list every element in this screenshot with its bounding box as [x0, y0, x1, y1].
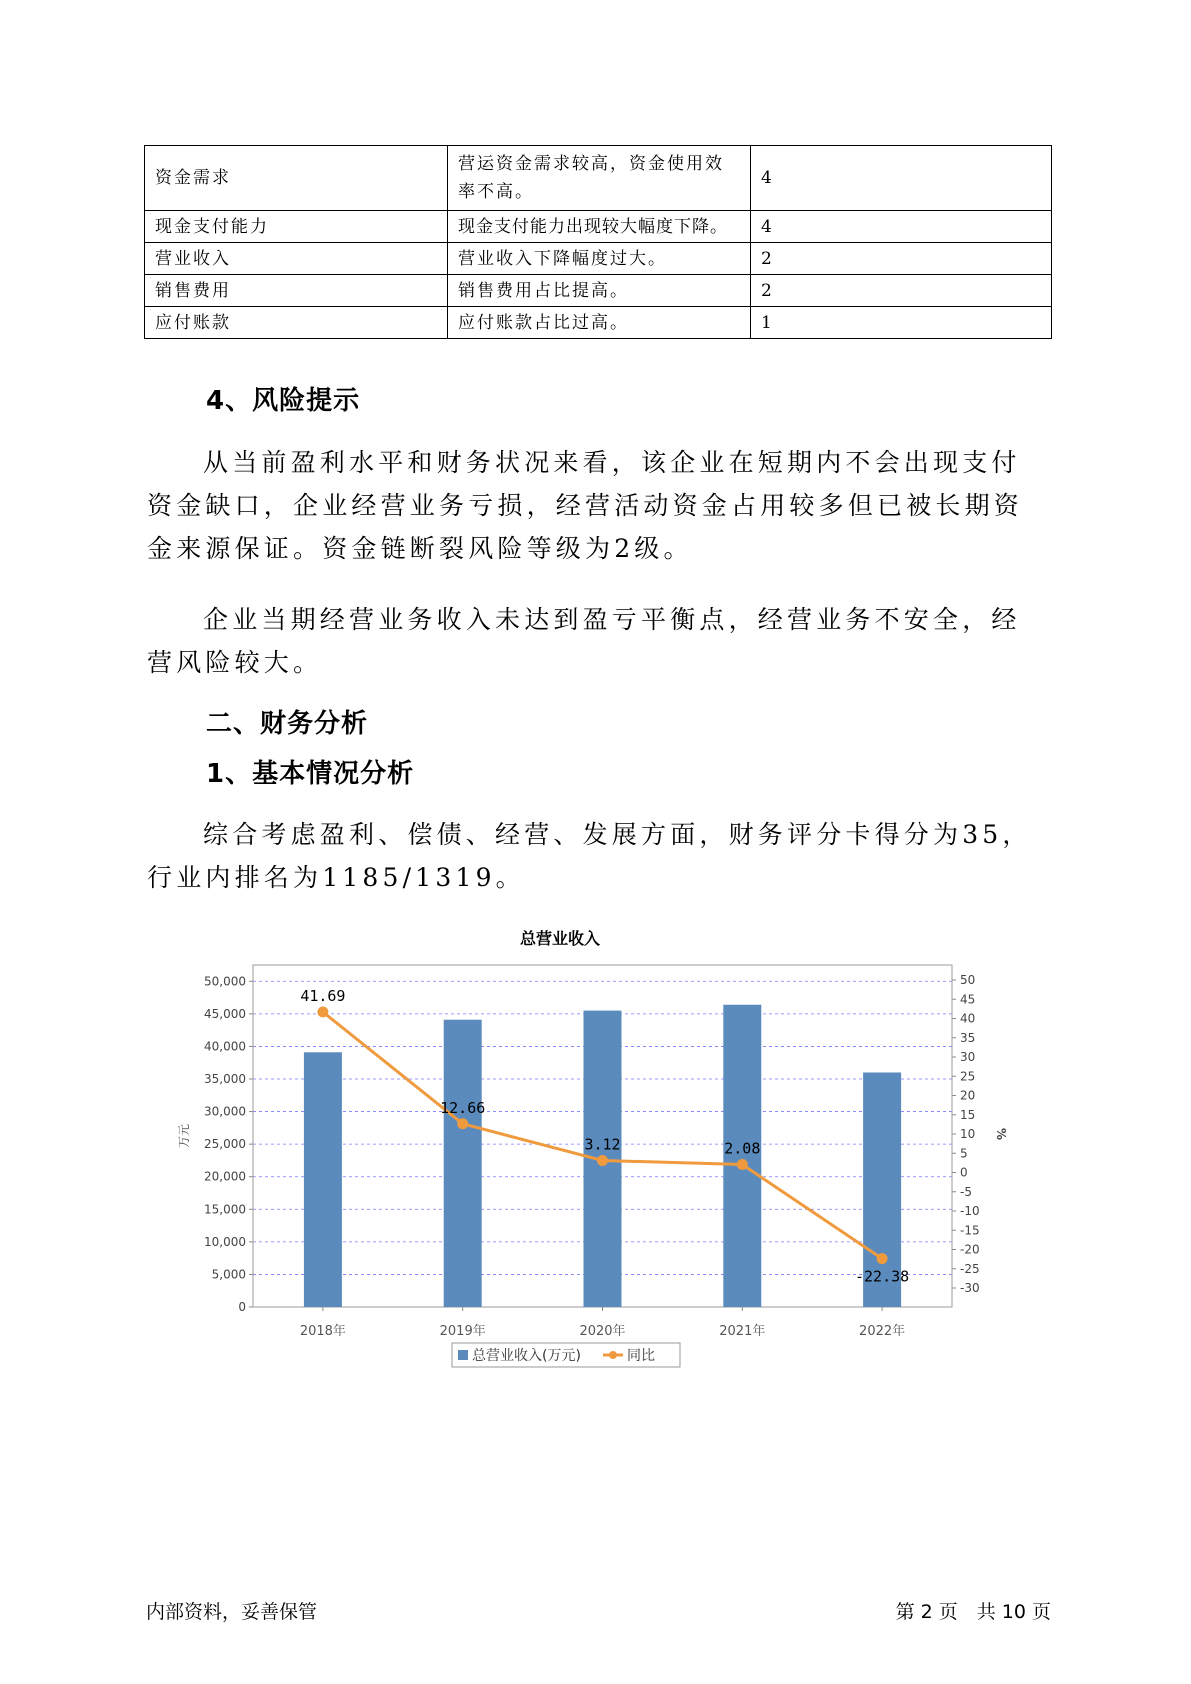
financial-analysis-heading: 二、财务分析: [206, 709, 369, 739]
x-tick-label: 2018年: [299, 1324, 346, 1339]
y2-tick-label: 10: [960, 1127, 976, 1141]
chart-title: 总营业收入: [519, 929, 601, 948]
y-tick-label: 5,000: [211, 1267, 246, 1282]
y2-tick-label: -10: [960, 1204, 980, 1218]
risk-description: 销售费用占比提高。: [448, 275, 751, 307]
y-tick-label: 45,000: [204, 1006, 246, 1021]
yoy-point: [877, 1253, 888, 1264]
legend-line-label: 同比: [627, 1348, 655, 1364]
risk-item: 销售费用: [145, 275, 448, 307]
y2-tick-label: 0: [960, 1165, 968, 1180]
y-tick-label: 30,000: [204, 1104, 246, 1119]
table-row: [145, 275, 1052, 307]
y-tick-label: 50,000: [204, 974, 246, 989]
y-tick-label: 20,000: [204, 1169, 246, 1184]
y2-tick-label: -15: [960, 1223, 980, 1238]
footer-confidential-note: 内部资料，妥善保管: [146, 1601, 318, 1623]
legend-bar-label: 总营业收入(万元): [472, 1348, 581, 1364]
y2-tick-label: 40: [960, 1011, 976, 1026]
y-tick-label: 35,000: [204, 1072, 246, 1086]
y2-tick-label: 45: [960, 992, 976, 1007]
y-tick-label: 0: [238, 1300, 246, 1314]
risk-item: 应付账款: [145, 307, 448, 339]
yoy-data-label: 41.69: [300, 986, 346, 1005]
basic-analysis-paragraph: 综合考虑盈利、偿债、经营、发展方面，财务评分卡得分为35，行业内排名为1185/1319。: [147, 820, 1032, 892]
y2-tick-label: -30: [960, 1281, 980, 1295]
y-tick-label: 15,000: [204, 1202, 246, 1217]
table-row: [145, 243, 1052, 275]
x-tick-label: 2019年: [439, 1324, 486, 1339]
table-row: [145, 146, 1052, 211]
table-row: [145, 211, 1052, 243]
y2-tick-label: 25: [960, 1069, 976, 1084]
risk-paragraph-1: 从当前盈利水平和财务状况来看，该企业在短期内不会出现支付资金缺口，企业经营业务亏损，经营活动资金占用较多但已被长期资金来源保证。资金链断裂风险等级为2级。: [147, 448, 1024, 563]
y-axis-label: 万元: [177, 1123, 191, 1149]
y2-tick-label: -20: [960, 1242, 980, 1257]
revenue-bar: [304, 1052, 342, 1307]
basic-analysis-heading: 1、基本情况分析: [206, 759, 415, 789]
risk-score: 1: [751, 307, 1052, 339]
footer-page-number: 第 2 页 共 10 页: [895, 1601, 1051, 1623]
yoy-point: [597, 1155, 608, 1166]
risk-item: 资金需求: [145, 146, 448, 211]
y-tick-label: 25,000: [204, 1137, 246, 1152]
risk-description: 营运资金需求较高，资金使用效率不高。: [448, 146, 751, 211]
risk-factor-table: [144, 145, 1052, 339]
x-tick-label: 2022年: [859, 1324, 906, 1339]
legend-bar-swatch: [458, 1350, 468, 1360]
table-row: [145, 307, 1052, 339]
risk-paragraph-2: 企业当期经营业务收入未达到盈亏平衡点，经营业务不安全，经营风险较大。: [147, 605, 1021, 677]
risk-item: 现金支付能力: [145, 211, 448, 243]
revenue-chart: [150, 920, 1008, 1390]
y2-tick-label: 35: [960, 1030, 976, 1045]
yoy-point: [317, 1006, 328, 1017]
risk-description: 应付账款占比过高。: [448, 307, 751, 339]
risk-score: 4: [751, 146, 1052, 211]
y-tick-label: 40,000: [204, 1039, 246, 1054]
x-tick-label: 2021年: [719, 1324, 766, 1339]
y2-tick-label: 15: [960, 1107, 976, 1122]
risk-description: 现金支付能力出现较大幅度下降。: [448, 211, 751, 243]
yoy-data-label: 12.66: [440, 1098, 486, 1117]
y2-tick-label: 30: [960, 1050, 976, 1064]
risk-score: 2: [751, 243, 1052, 275]
revenue-chart-svg: [150, 920, 1008, 1390]
y2-axis-label: %: [994, 1127, 1008, 1141]
yoy-data-label: 2.08: [724, 1139, 761, 1158]
risk-score: 2: [751, 275, 1052, 307]
risk-description: 营业收入下降幅度过大。: [448, 243, 751, 275]
yoy-data-label: -22.38: [855, 1267, 910, 1286]
y2-tick-label: 20: [960, 1088, 976, 1103]
risk-score: 4: [751, 211, 1052, 243]
yoy-data-label: 3.12: [584, 1135, 621, 1154]
y2-tick-label: 5: [960, 1146, 968, 1161]
risk-item: 营业收入: [145, 243, 448, 275]
legend-line-marker: [609, 1351, 617, 1359]
yoy-point: [737, 1159, 748, 1170]
y2-tick-label: -5: [960, 1184, 972, 1199]
y-tick-label: 10,000: [204, 1234, 246, 1249]
risk-warning-heading: 4、风险提示: [206, 386, 361, 416]
x-tick-label: 2020年: [579, 1324, 626, 1339]
y2-tick-label: -25: [960, 1261, 980, 1276]
y2-tick-label: 50: [960, 973, 976, 987]
yoy-point: [457, 1118, 468, 1129]
revenue-bar: [444, 1020, 482, 1307]
